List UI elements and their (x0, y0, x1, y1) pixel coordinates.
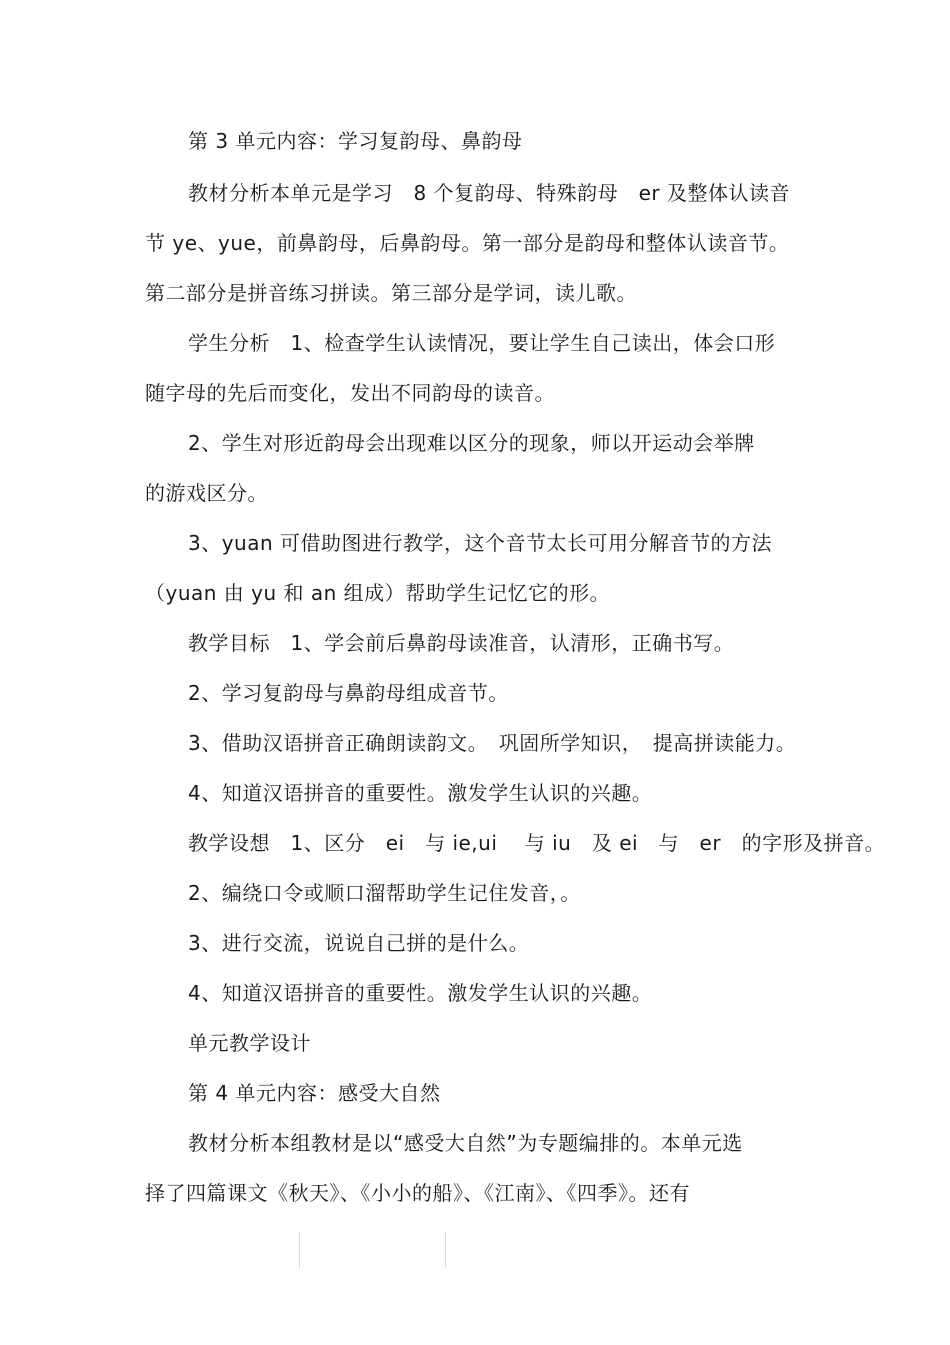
paragraph-line: 教学目标 1、学会前后鼻韵母读准音，认清形，正确书写。 (188, 631, 735, 655)
paragraph-line: 择了四篇课文《秋天》、《小小的船》、《江南》、《四季》。还有 (145, 1181, 690, 1205)
paragraph-line: 4、知道汉语拼音的重要性。激发学生认识的兴趣。 (188, 781, 653, 805)
footer-divider-right (445, 1232, 446, 1268)
paragraph-line: 随字母的先后而变化，发出不同韵母的读音。 (145, 381, 555, 405)
paragraph-line: 4、知道汉语拼音的重要性。激发学生认识的兴趣。 (188, 981, 653, 1005)
paragraph-line: 的游戏区分。 (145, 481, 268, 505)
paragraph-line: 教材分析本组教材是以“感受大自然”为专题编排的。本单元选 (188, 1131, 743, 1155)
paragraph-line: 3、借助汉语拼音正确朗读韵文。 巩固所学知识， 提高拼读能力。 (188, 731, 797, 755)
unit3-heading: 第 3 单元内容：学习复韵母、鼻韵母 (188, 129, 523, 153)
paragraph-line: 节 ye、yue，前鼻韵母，后鼻韵母。第一部分是韵母和整体认读音节。 (145, 231, 790, 255)
paragraph-line: 教材分析本单元是学习 8 个复韵母、特殊韵母 er 及整体认读音 (188, 181, 790, 205)
paragraph-line: 学生分析 1、检查学生认读情况，要让学生自己读出，体会口形 (188, 331, 776, 355)
paragraph-line: 3、yuan 可借助图进行教学，这个音节太长可用分解音节的方法 (188, 531, 773, 555)
paragraph-line: 第二部分是拼音练习拼读。第三部分是学词，读儿歌。 (145, 281, 637, 305)
unit4-heading: 第 4 单元内容：感受大自然 (188, 1081, 441, 1105)
paragraph-line: （yuan 由 yu 和 an 组成）帮助学生记忆它的形。 (145, 581, 611, 605)
paragraph-line: 2、学习复韵母与鼻韵母组成音节。 (188, 681, 509, 705)
footer-divider-left (299, 1232, 300, 1268)
paragraph-line: 2、编绕口令或顺口溜帮助学生记住发音，。 (188, 881, 581, 905)
paragraph-line: 3、进行交流，说说自己拼的是什么。 (188, 931, 530, 955)
paragraph-line: 2、学生对形近韵母会出现难以区分的现象，师以开运动会举牌 (188, 431, 755, 455)
paragraph-line: 教学设想 1、区分 ei 与 ie,ui 与 iu 及 ei 与 er 的字形及拼音。 (188, 831, 886, 855)
section-heading: 单元教学设计 (188, 1031, 311, 1055)
